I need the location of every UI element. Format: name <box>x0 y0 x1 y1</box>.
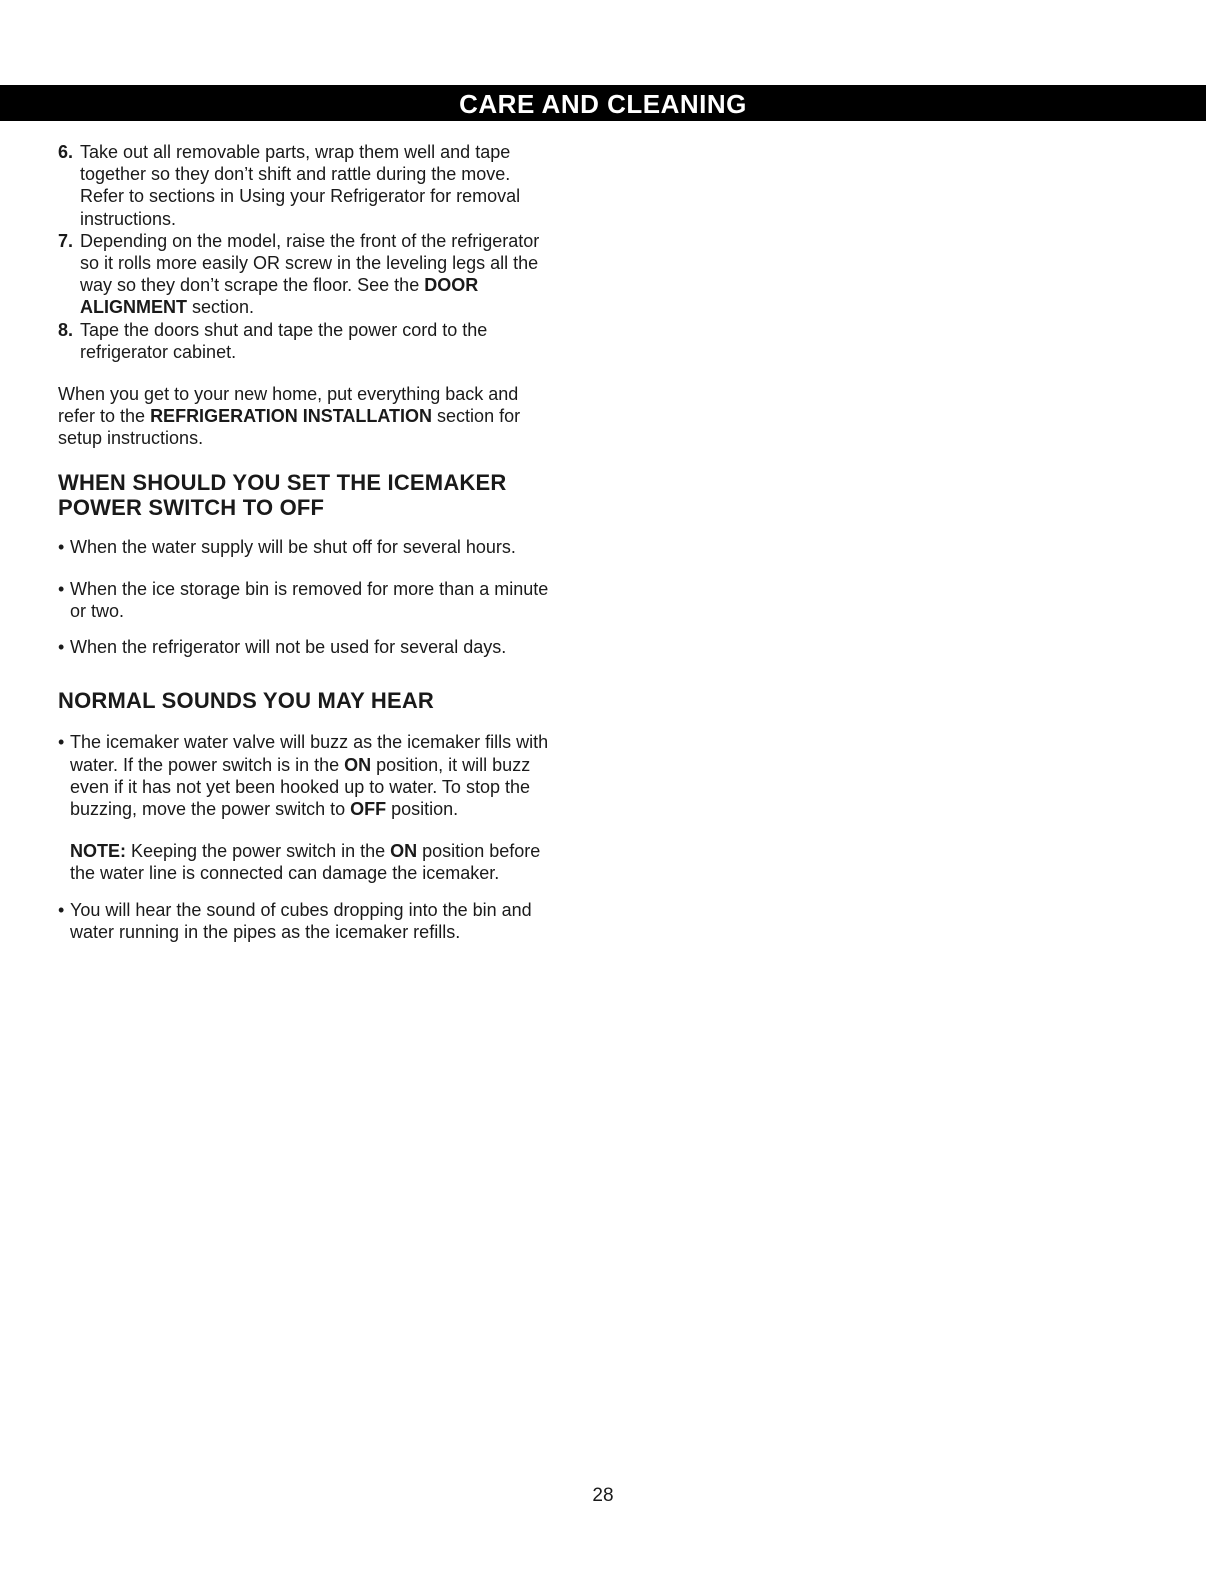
page-number: 28 <box>592 1485 614 1506</box>
step-text: Tape the doors shut and tape the power cord to the refrigerator cabinet. <box>80 319 488 362</box>
step-text: Take out all removable parts, wrap them well and tape together so they don’t shift and rattle during the move. Refer to sections in Using your Refrigerator for removal instructions. <box>80 142 521 229</box>
normal-sounds-heading: NORMAL SOUNDS YOU MAY HEAR <box>58 688 434 714</box>
bullet-item: • When the refrigerator will not be used for several days. <box>58 637 507 658</box>
icemaker-off-heading: WHEN SHOULD YOU SET THE ICEMAKER POWER SWITCH TO OFF <box>58 469 507 520</box>
bullet-item: • When the ice storage bin is removed for more than a minute or two. <box>58 578 549 622</box>
bullet-icon: • <box>58 578 65 599</box>
step-text: Depending on the model, raise the front of the refrigerator so it rolls more easily OR screw in the leveling legs all the way so they don’t scrape the floor. See the <box>80 230 540 296</box>
bullet-item: • You will hear the sound of cubes dropping into the bin and water running in the pipes as the icemaker refills. <box>58 899 532 942</box>
section-title: CARE AND CLEANING <box>459 89 747 119</box>
step-6 <box>58 141 558 230</box>
step-number: 7. <box>58 230 74 251</box>
bullet-icon: • <box>58 637 65 658</box>
step-text-after: section. <box>187 297 255 318</box>
bullet-icon: • <box>58 899 65 920</box>
new-home-paragraph: When you get to your new home, put everything back and refer to the REFRIGERATION INSTALLATION section for setup instructions. <box>58 384 521 449</box>
door-alignment-ref: DOOR ALIGNMENT <box>80 275 479 318</box>
bullet-icon: • <box>58 732 65 753</box>
bullet-item: • The icemaker water valve will buzz as the icemaker fills with water. If the power switch is in the ON position, it will buzz even if it has not yet been hooked up to water. To stop the buzzing, move the power switch to OFF position. <box>58 732 549 820</box>
step-7 <box>58 230 558 319</box>
section-banner <box>0 85 1206 121</box>
installation-ref: REFRIGERATION INSTALLATION <box>150 406 433 427</box>
icemaker-note: NOTE: Keeping the power switch in the ON position before the water line is connected can damage the icemaker. <box>70 841 541 884</box>
step-number: 6. <box>58 142 74 162</box>
step-8 <box>58 319 558 363</box>
bullet-item: • When the water supply will be shut off for several hours. <box>58 536 516 557</box>
step-number: 8. <box>58 319 74 340</box>
bullet-icon: • <box>58 536 65 557</box>
note-label: NOTE: <box>70 841 126 862</box>
main-column <box>58 141 558 943</box>
